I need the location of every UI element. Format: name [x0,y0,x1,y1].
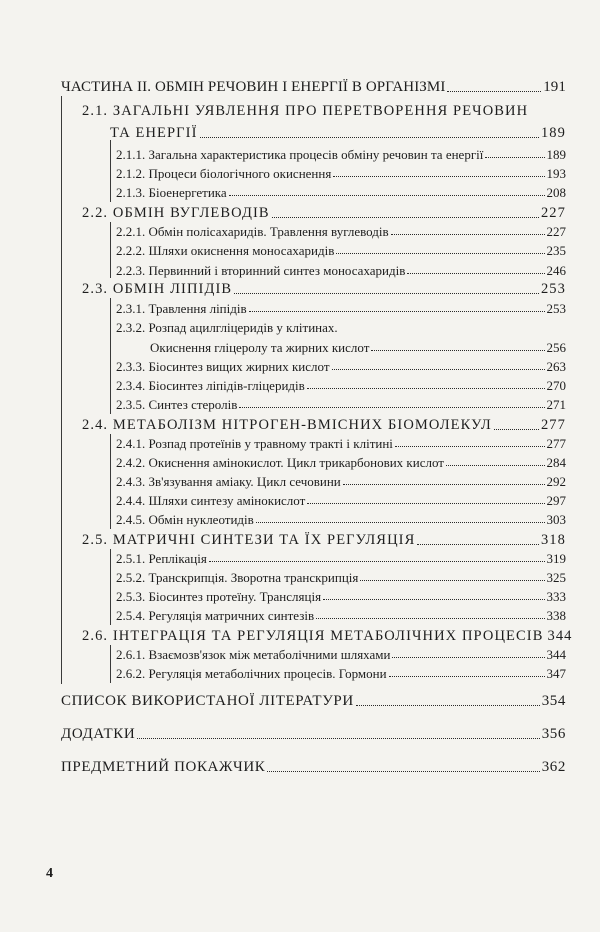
leader-dots [200,137,539,138]
page-number: 4 [46,866,53,881]
section-rule [61,96,62,684]
toc-chapter-2-1-line1[interactable]: 2.1. ЗАГАЛЬНІ УЯВЛЕННЯ ПРО ПЕРЕТВОРЕННЯ РЕЧОВИН [82,103,529,119]
toc-item-2-2-1[interactable]: 2.2.1. Обмін полісахаридів. Травлення вуглеводів 227 [116,224,566,239]
toc-item-2-6-2[interactable]: 2.6.2. Регуляція метаболічних процесів. Гормони 347 [116,666,566,681]
section-rule [110,298,111,414]
toc-item-2-1-1[interactable]: 2.1.1. Загальна характеристика процесів обміну речовин та енергії 189 [116,147,566,162]
toc-item-2-5-3[interactable]: 2.5.3. Біосинтез протеїну. Трансляція 333 [116,589,566,604]
toc-subject-index[interactable]: ПРЕДМЕТНИЙ ПОКАЖЧИК 362 [61,759,566,775]
section-rule [110,645,111,683]
toc-item-2-5-1[interactable]: 2.5.1. Реплікація 319 [116,551,566,566]
toc-item-2-3-4[interactable]: 2.3.4. Біосинтез ліпідів-гліцеридів 270 [116,378,566,393]
toc-item-2-3-5[interactable]: 2.3.5. Синтез стеролів 271 [116,397,566,412]
toc-item-2-6-1[interactable]: 2.6.1. Взаємозв'язок між метаболічними шляхами 344 [116,647,566,662]
toc-item-2-3-2[interactable]: Окиснення гліцеролу та жирних кислот 256 [150,340,566,355]
toc-chapter-2-2[interactable]: 2.2. ОБМІН ВУГЛЕВОДІВ 227 [82,205,566,221]
toc-item-2-4-1[interactable]: 2.4.1. Розпад протеїнів у травному тракті і клітині 277 [116,436,566,451]
toc-title: ЧАСТИНА II. ОБМІН РЕЧОВИН І ЕНЕРГІЇ В ОРГАНІЗМІ [61,79,446,95]
toc-item-2-4-2[interactable]: 2.4.2. Окиснення амінокислот. Цикл трикарбонових кислот 284 [116,455,566,470]
toc-item-2-2-2[interactable]: 2.2.2. Шляхи окиснення моносахаридів 235 [116,243,566,258]
toc-item-2-4-3[interactable]: 2.4.3. Зв'язування аміаку. Цикл сечовини 292 [116,474,566,489]
toc-item-2-1-3[interactable]: 2.1.3. Біоенергетика 208 [116,185,566,200]
toc-item-2-4-5[interactable]: 2.4.5. Обмін нуклеотидів 303 [116,512,566,527]
toc-part-2[interactable] [61,80,566,95]
toc-chapter-2-3[interactable]: 2.3. ОБМІН ЛІПІДІВ 253 [82,281,566,297]
toc-item-2-3-1[interactable]: 2.3.1. Травлення ліпідів 253 [116,301,566,316]
toc-item-2-4-4[interactable]: 2.4.4. Шляхи синтезу амінокислот 297 [116,493,566,508]
toc-item-2-2-3[interactable]: 2.2.3. Первинний і вторинний синтез моносахаридів 246 [116,263,566,278]
toc-item-2-1-2[interactable]: 2.1.2. Процеси біологічного окиснення 193 [116,166,566,181]
toc-references[interactable]: СПИСОК ВИКОРИСТАНОЇ ЛІТЕРАТУРИ 354 [61,693,566,709]
toc-item-2-3-3[interactable]: 2.3.3. Біосинтез вищих жирних кислот 263 [116,359,566,374]
leader-dots [447,91,541,92]
toc-chapter-2-5[interactable]: 2.5. МАТРИЧНІ СИНТЕЗИ ТА ЇХ РЕГУЛЯЦІЯ 318 [82,532,566,548]
toc-chapter-2-1[interactable] [110,126,566,141]
toc-appendix[interactable]: ДОДАТКИ 356 [61,726,566,742]
toc-item-2-3-2-line1[interactable]: 2.3.2. Розпад ацилгліцеридів у клітинах. [116,320,338,335]
section-rule [110,549,111,625]
toc-page: 189 [540,125,566,141]
toc-chapter-2-4[interactable]: 2.4. МЕТАБОЛІЗМ НІТРОГЕН-ВМІСНИХ БІОМОЛЕКУЛ 277 [82,417,566,433]
toc-item-2-5-2[interactable]: 2.5.2. Транскрипція. Зворотна транскрипція 325 [116,570,566,585]
section-rule [110,434,111,529]
toc-page: 191 [543,79,566,95]
toc-item-2-5-4[interactable]: 2.5.4. Регуляція матричних синтезів 338 [116,608,566,623]
section-rule [110,222,111,278]
toc-title: ТА ЕНЕРГІЇ [110,125,198,141]
toc-chapter-2-6[interactable]: 2.6. ІНТЕГРАЦІЯ ТА РЕГУЛЯЦІЯ МЕТАБОЛІЧНИХ ПРОЦЕСІВ 344 [82,628,573,644]
section-rule [110,140,111,202]
